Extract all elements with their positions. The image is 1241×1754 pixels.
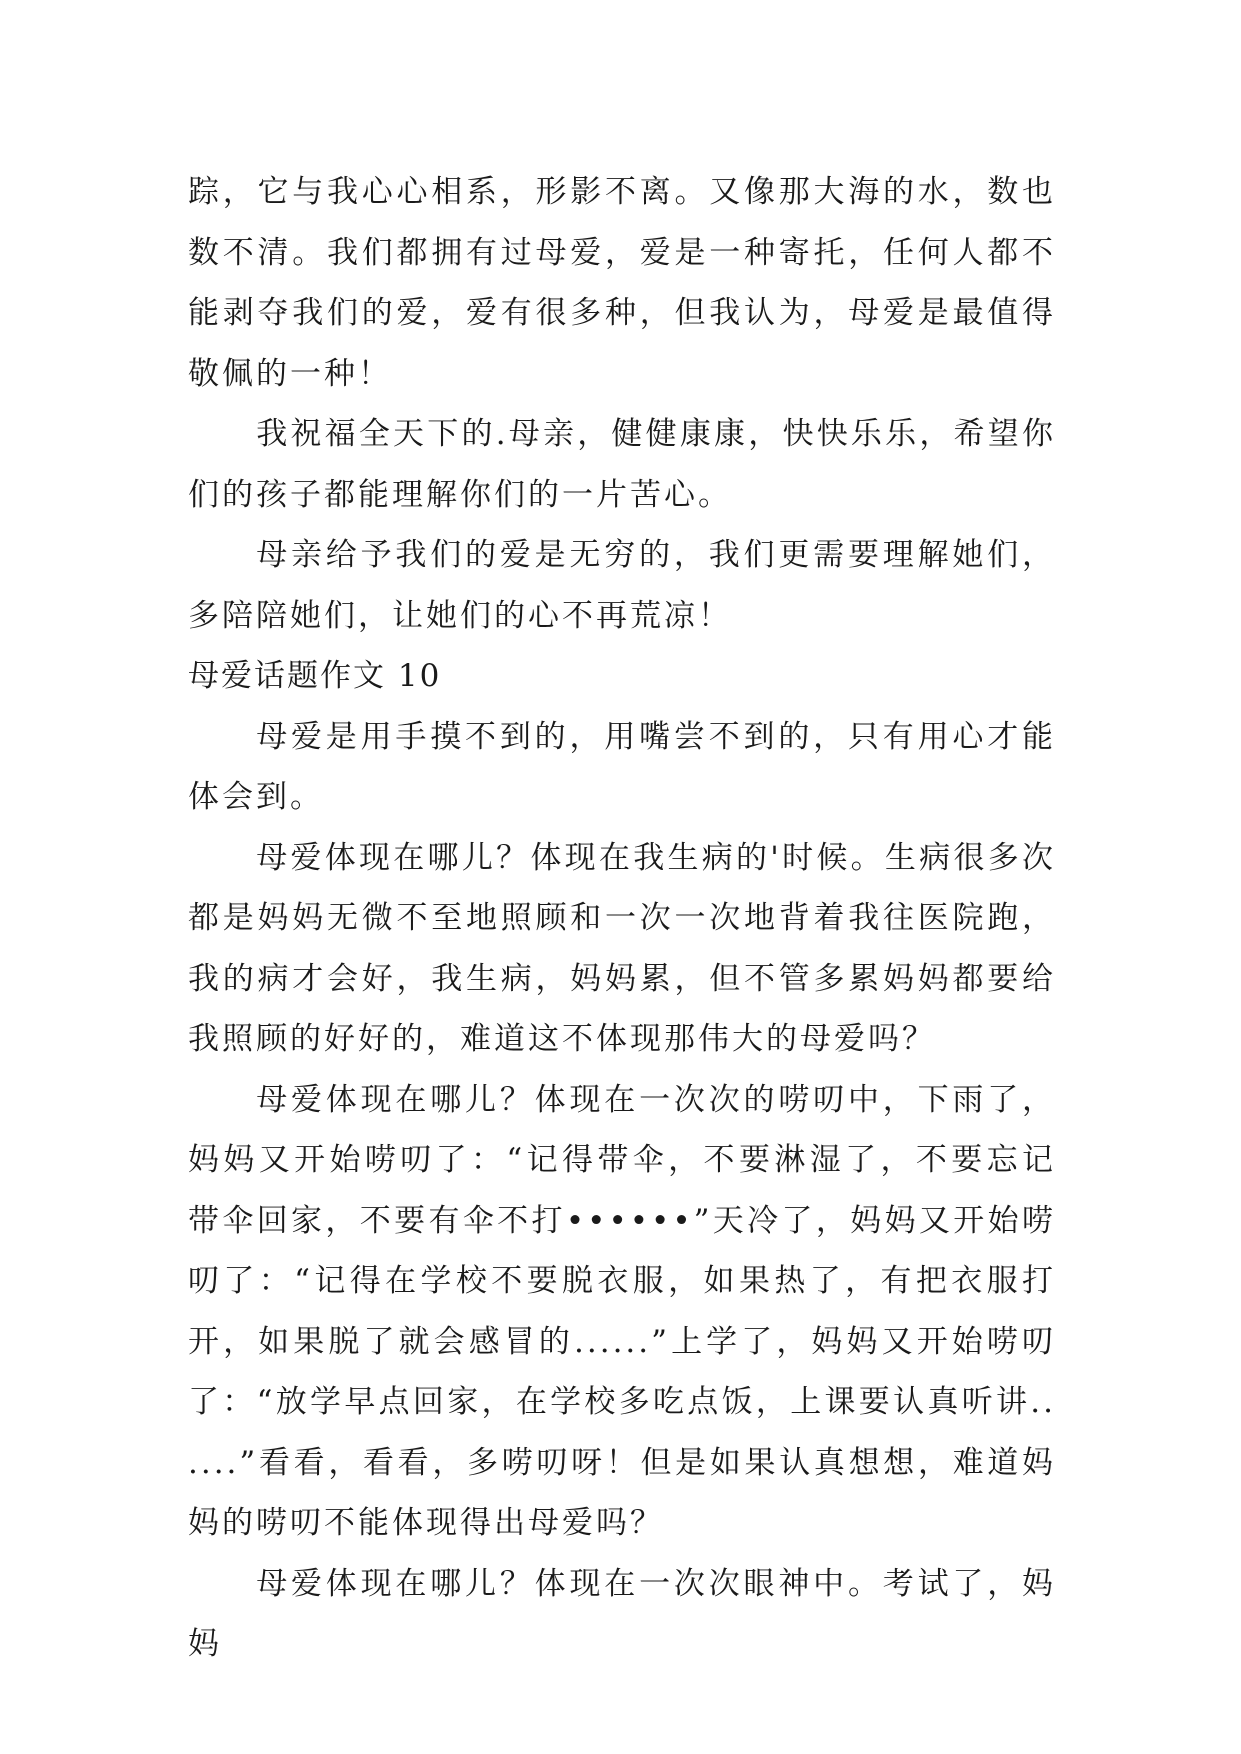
paragraph: 母亲给予我们的爱是无穷的，我们更需要理解她们，多陪陪她们，让她们的心不再荒凉！ — [188, 537, 1056, 634]
section-heading: 母爱话题作文 10 — [188, 658, 442, 694]
paragraph: 踪，它与我心心相系，形影不离。又像那大海的水，数也数不清。我们都拥有过母爱，爱是一种寄托，任何人都不能剥夺我们的爱，爱有很多种，但我认为，母爱是最值得敬佩的一种！ — [188, 174, 1056, 392]
paragraph: 我祝福全天下的.母亲，健健康康，快快乐乐，希望你们的孩子都能理解你们的一片苦心。 — [188, 416, 1056, 513]
document-page — [188, 162, 1056, 1675]
paragraph: 母爱是用手摸不到的，用嘴尝不到的，只有用心才能体会到。 — [188, 718, 1056, 815]
paragraph: 母爱体现在哪儿？体现在一次次眼神中。考试了，妈妈 — [188, 1565, 1056, 1662]
paragraph: 母爱体现在哪儿？体现在一次次的唠叨中，下雨了，妈妈又开始唠叨了：“记得带伞，不要淋湿了，不要忘记带伞回家，不要有伞不打••••••”天冷了，妈妈又开始唠叨了：“记得在学校不要脱衣服，如果热了，有把衣服打开，如果脱了就会感冒的......”上学了，妈妈又开始唠叨了：“放学早点回家，在学校多吃点饭，上课要认真听讲......”看看，看看，多唠叨呀！但是如果认真想想，难道妈妈的唠叨不能体现得出母爱吗？ — [188, 1081, 1056, 1541]
paragraph: 母爱体现在哪儿？体现在我生病的'时候。生病很多次都是妈妈无微不至地照顾和一次一次地背着我往医院跑，我的病才会好，我生病，妈妈累，但不管多累妈妈都要给我照顾的好好的，难道这不体现那伟大的母爱吗？ — [188, 839, 1056, 1057]
